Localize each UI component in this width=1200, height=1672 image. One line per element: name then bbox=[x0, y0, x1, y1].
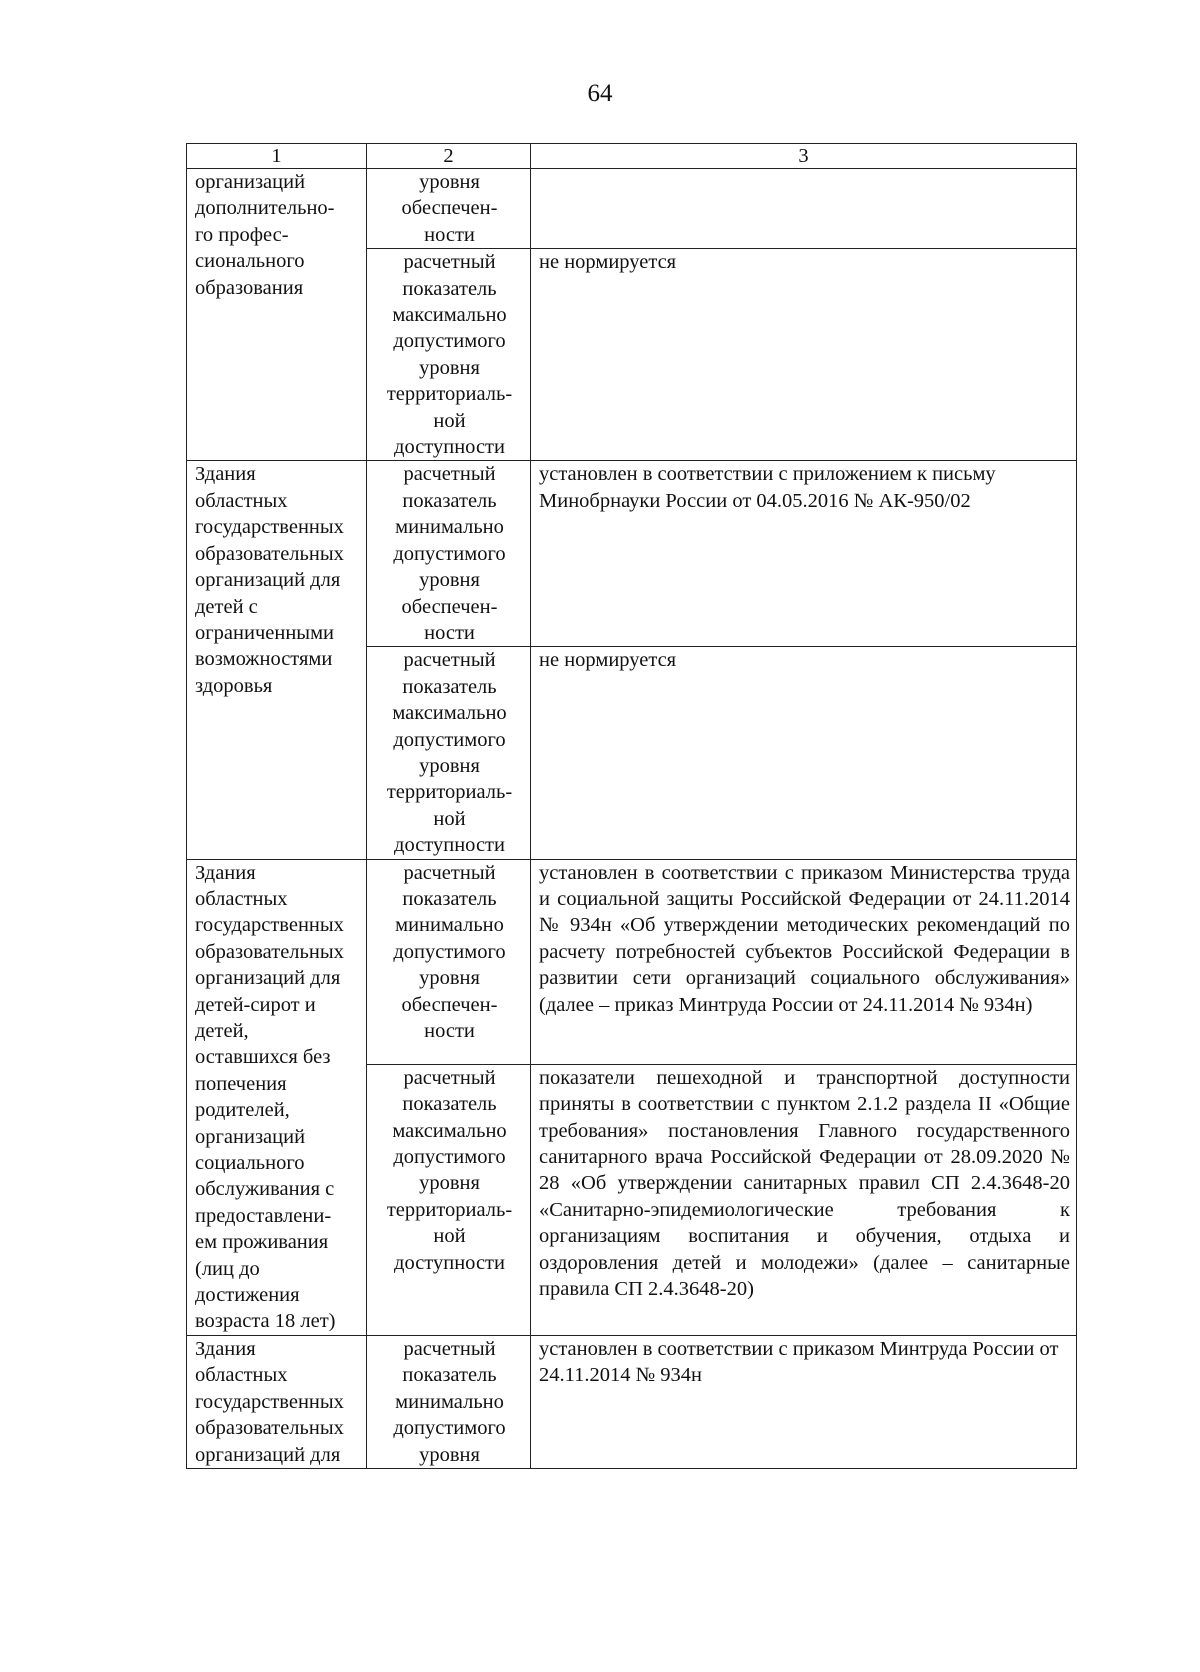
indicator-cell: расчетный показатель минимально допустимого уровня bbox=[367, 1335, 531, 1468]
indicator-cell: расчетный показатель максимально допустимого уровня территориаль- ной доступности bbox=[367, 1064, 531, 1335]
table-header-row bbox=[187, 144, 1077, 169]
indicator-cell: уровня обеспечен- ности bbox=[367, 169, 531, 249]
header-col-3: 3 bbox=[531, 144, 1077, 169]
value-cell: не нормируется bbox=[531, 249, 1077, 461]
value-cell: показатели пешеходной и транспортной доступности приняты в соответствии с пунктом 2.1.2 раздела II «Общие требования» постановления Главного государственного санитарного врача Российской Федерации от 28.09.2020 № 28 «Об утверждении санитарных правил СП 2.4.3648-20 «Санитарно-эпидемиологические требования к организациям воспитания и обучения, отдыха и оздоровления детей и молодежи» (далее – санитарные правила СП 2.4.3648-20) bbox=[531, 1064, 1077, 1335]
indicator-cell: расчетный показатель максимально допустимого уровня территориаль- ной доступности bbox=[367, 249, 531, 461]
facility-type-cell: Здания областных государственных образовательных организаций для детей с ограниченными возможностями здоровья bbox=[187, 461, 367, 859]
page-number: 64 bbox=[587, 80, 613, 107]
document-table bbox=[186, 143, 1077, 1469]
header-col-2: 2 bbox=[367, 144, 531, 169]
table-row bbox=[187, 859, 1077, 1064]
value-cell: установлен в соответствии с приказом Минтруда России от 24.11.2014 № 934н bbox=[531, 1335, 1077, 1468]
facility-type-cell: Здания областных государственных образовательных организаций для bbox=[187, 1335, 367, 1468]
value-cell: установлен в соответствии с приложением к письму Минобрнауки России от 04.05.2016 № АК-950/02 bbox=[531, 461, 1077, 647]
header-col-1: 1 bbox=[187, 144, 367, 169]
table-row bbox=[187, 461, 1077, 647]
facility-type-cell: Здания областных государственных образовательных организаций для детей-сирот и детей, оставшихся без попечения родителей, организаций социального обслуживания с предоставлени- ем проживания (лиц до достижения возраста 18 лет) bbox=[187, 859, 367, 1335]
facility-type-cell: организаций дополнительно- го профес- сионального образования bbox=[187, 169, 367, 461]
value-cell: установлен в соответствии с приказом Министерства труда и социальной защиты Российской Федерации от 24.11.2014 № 934н «Об утверждении методических рекомендаций по расчету потребностей субъектов Российской Федерации в развитии сети организаций социального обслуживания» (далее – приказ Минтруда России от 24.11.2014 № 934н) bbox=[531, 859, 1077, 1064]
table-row bbox=[187, 169, 1077, 249]
value-cell: не нормируется bbox=[531, 647, 1077, 859]
indicator-cell: расчетный показатель минимально допустимого уровня обеспечен- ности bbox=[367, 461, 531, 647]
value-cell bbox=[531, 169, 1077, 249]
table-row bbox=[187, 1335, 1077, 1468]
indicator-cell: расчетный показатель максимально допустимого уровня территориаль- ной доступности bbox=[367, 647, 531, 859]
indicator-cell: расчетный показатель минимально допустимого уровня обеспечен- ности bbox=[367, 859, 531, 1064]
